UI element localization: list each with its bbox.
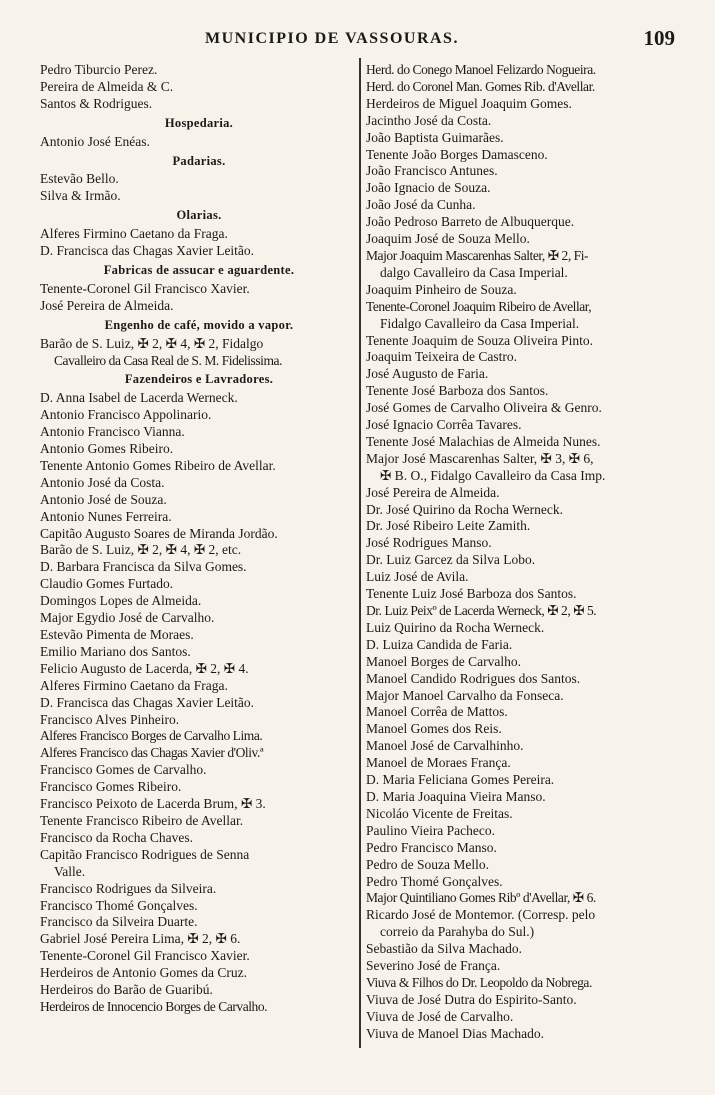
directory-entry: Francisco da Silveira Duarte. [40, 914, 198, 930]
directory-entry: Tenente-Coronel Joaquim Ribeiro de Avellar, [366, 298, 592, 314]
directory-entry: Major Manoel Carvalho da Fonseca. [366, 687, 564, 703]
directory-entry: João Baptista Guimarães. [366, 129, 504, 145]
directory-entry: Gabriel José Pereira Lima, ✠ 2, ✠ 6. [40, 931, 241, 947]
directory-entry: Tenente Antonio Gomes Ribeiro de Avellar. [40, 457, 276, 473]
directory-entry: José Ignacio Corrêa Tavares. [366, 417, 522, 433]
directory-entry: Antonio Francisco Appolinario. [40, 407, 212, 423]
directory-entry: Manoel Corrêa de Mattos. [366, 704, 508, 720]
directory-entry: Antonio José da Costa. [40, 474, 165, 490]
directory-entry: Herd. do Coronel Man. Gomes Rib. d'Avellar. [366, 78, 595, 94]
section-heading: Hospedaria. [164, 115, 234, 130]
directory-entry: Silva & Irmão. [40, 188, 121, 204]
directory-entry: Barão de S. Luiz, ✠ 2, ✠ 4, ✠ 2, etc. [40, 542, 242, 558]
directory-entry: José Augusto de Faria. [366, 366, 489, 382]
directory-entry: Estevão Pimenta de Moraes. [40, 627, 194, 642]
directory-entry: Manoel Gomes dos Reis. [366, 721, 502, 737]
directory-entry: Domingos Lopes de Almeida. [40, 593, 202, 609]
directory-entry: Francisco Rodrigues da Silveira. [40, 880, 217, 896]
section-heading: Olarias. [176, 208, 222, 223]
directory-entry: Alferes Firmino Caetano da Fraga. [40, 226, 228, 242]
directory-entry: Dr. Luiz Garcez da Silva Lobo. [366, 552, 536, 568]
directory-entry: Alferes Francisco Borges de Carvalho Lima. [40, 728, 263, 744]
directory-entry: Felicio Augusto de Lacerda, ✠ 2, ✠ 4. [40, 660, 249, 676]
column-divider [359, 58, 361, 1048]
directory-entry: Dr. José Ribeiro Leite Zamith. [366, 518, 531, 534]
entry-continuation: Fidalgo Cavalleiro da Casa Imperial. [380, 315, 580, 331]
directory-entry: Tenente João Borges Damasceno. [366, 146, 548, 162]
directory-entry: D. Barbara Francisca da Silva Gomes. [40, 559, 247, 575]
entry-continuation: correio da Parahyba do Sul.) [380, 924, 535, 940]
directory-entry: Tenente José Barboza dos Santos. [366, 383, 549, 399]
left-column [40, 62, 358, 1062]
directory-entry: Major José Mascarenhas Salter, ✠ 3, ✠ 6, [366, 450, 594, 466]
directory-entry: Herdeiros do Barão de Guaribú. [40, 982, 213, 998]
directory-entry: Severino José de França. [366, 958, 501, 974]
directory-entry: Emilio Mariano dos Santos. [40, 643, 191, 659]
directory-entry: Nicoláo Vicente de Freitas. [366, 805, 513, 821]
directory-entry: Dr. Luiz Peixº de Lacerda Werneck, ✠ 2, ✠ 5. [366, 603, 597, 618]
directory-entry: Estevão Bello. [40, 171, 119, 187]
directory-entry: Alferes Firmino Caetano da Fraga. [40, 677, 228, 693]
directory-entry: Herdeiros de Miguel Joaquim Gomes. [366, 95, 572, 111]
directory-entry: José Pereira de Almeida. [40, 297, 174, 313]
directory-entry: Santos & Rodrigues. [40, 95, 153, 111]
directory-entry: Pedro Francisco Manso. [366, 839, 497, 855]
directory-entry: Antonio José Enéas. [40, 133, 150, 149]
directory-entry: D. Luiza Candida de Faria. [366, 636, 513, 652]
directory-entry: Ricardo José de Montemor. (Corresp. pelo [366, 907, 596, 923]
directory-entry: Pedro de Souza Mello. [366, 856, 489, 872]
directory-entry: Manoel Borges de Carvalho. [366, 653, 521, 669]
directory-entry: Tenente José Malachias de Almeida Nunes. [366, 433, 601, 449]
right-column [366, 62, 684, 1062]
directory-entry: Francisco Thomé Gonçalves. [40, 897, 198, 913]
directory-entry: Major Joaquim Mascarenhas Salter, ✠ 2, Fi- [366, 247, 589, 263]
directory-entry: Luiz José de Avila. [366, 569, 469, 585]
directory-entry: Antonio Francisco Vianna. [40, 424, 185, 440]
section-heading: Engenho de café, movido a vapor. [104, 317, 294, 332]
directory-entry: Paulino Vieira Pacheco. [366, 822, 496, 838]
directory-entry: Francisco Peixoto de Lacerda Brum, ✠ 3. [40, 796, 266, 812]
directory-entry: Tenente Francisco Ribeiro de Avellar. [40, 812, 244, 828]
directory-entry: João Pedroso Barreto de Albuquerque. [366, 214, 575, 230]
directory-entry: Capitão Augusto Soares de Miranda Jordão. [40, 525, 278, 541]
directory-entry: Viuva de José Dutra do Espirito-Santo. [366, 991, 577, 1007]
directory-entry: João Ignacio de Souza. [366, 180, 491, 196]
directory-entry: Herd. do Conego Manoel Felizardo Nogueira. [366, 62, 596, 77]
directory-entry: Joaquim Pinheiro de Souza. [366, 281, 517, 297]
directory-entry: José Gomes de Carvalho Oliveira & Genro. [366, 400, 602, 416]
directory-entry: Antonio Nunes Ferreira. [40, 508, 172, 524]
directory-entry: Joaquim Teixeira de Castro. [366, 349, 518, 365]
directory-entry: Sebastião da Silva Machado. [366, 941, 522, 957]
directory-entry: Herdeiros de Antonio Gomes da Cruz. [40, 965, 247, 981]
directory-entry: João Francisco Antunes. [366, 163, 498, 179]
directory-entry: Francisco da Rocha Chaves. [40, 829, 193, 845]
directory-entry: Francisco Alves Pinheiro. [40, 711, 180, 727]
section-heading: Fazendeiros e Lavradores. [124, 372, 274, 387]
section-heading: Fabricas de assucar e aguardente. [103, 262, 295, 277]
directory-entry: Dr. José Quirino da Rocha Werneck. [366, 501, 563, 517]
directory-entry: Tenente-Coronel Gil Francisco Xavier. [40, 280, 250, 296]
directory-entry: Tenente-Coronel Gil Francisco Xavier. [40, 948, 250, 964]
directory-entry: Viuva de Manoel Dias Machado. [366, 1025, 545, 1041]
section-heading: Padarias. [172, 153, 226, 168]
directory-entry: Tenente Luiz José Barboza dos Santos. [366, 586, 577, 602]
directory-entry: Capitão Francisco Rodrigues de Senna [40, 846, 250, 862]
directory-entry: Manoel de Moraes França. [366, 755, 511, 771]
directory-entry: Manoel Candido Rodrigues dos Santos. [366, 670, 581, 686]
directory-entry: D. Maria Feliciana Gomes Pereira. [366, 772, 555, 788]
directory-entry: Viuva & Filhos do Dr. Leopoldo da Nobrega. [366, 974, 592, 990]
directory-entry: José Pereira de Almeida. [366, 484, 500, 500]
page-number: 109 [643, 26, 675, 50]
directory-entry: João José da Cunha. [366, 197, 476, 213]
entry-continuation: ✠ B. O., Fidalgo Cavalleiro da Casa Imp. [380, 467, 606, 483]
directory-entry: D. Francisca das Chagas Xavier Leitão. [40, 243, 255, 259]
directory-entry: Francisco Gomes Ribeiro. [40, 779, 182, 795]
directory-entry: Pedro Tiburcio Perez. [40, 62, 158, 77]
directory-entry: D. Anna Isabel de Lacerda Werneck. [40, 390, 238, 406]
directory-entry: Antonio Gomes Ribeiro. [40, 441, 174, 457]
entry-continuation: dalgo Cavalleiro da Casa Imperial. [380, 264, 568, 280]
directory-entry: Claudio Gomes Furtado. [40, 576, 174, 592]
directory-entry: José Rodrigues Manso. [366, 535, 492, 551]
directory-entry: Antonio José de Souza. [40, 491, 167, 507]
directory-entry: Pereira de Almeida & C. [40, 78, 174, 94]
directory-entry: Major Quintiliano Gomes Ribº d'Avellar, ✠ 6. [366, 890, 596, 906]
directory-entry: Tenente Joaquim de Souza Oliveira Pinto. [366, 332, 594, 348]
page-header [0, 26, 715, 56]
directory-entry: Herdeiros de Innocencio Borges de Carvalho. [40, 998, 268, 1014]
directory-entry: Luiz Quirino da Rocha Werneck. [366, 619, 545, 635]
entry-continuation: Valle. [54, 863, 86, 879]
directory-entry: Major Egydio José de Carvalho. [40, 610, 215, 626]
directory-entry: Jacintho José da Costa. [366, 112, 492, 128]
directory-entry: D. Francisca das Chagas Xavier Leitão. [40, 694, 255, 710]
entry-continuation: Cavalleiro da Casa Real de S. M. Fidelissima. [54, 352, 282, 368]
running-title: MUNICIPIO DE VASSOURAS. [205, 30, 459, 47]
directory-entry: Viuva de José de Carvalho. [366, 1008, 514, 1024]
directory-entry: Barão de S. Luiz, ✠ 2, ✠ 4, ✠ 2, Fidalgo [40, 335, 264, 351]
directory-entry: D. Maria Joaquina Vieira Manso. [366, 788, 546, 804]
directory-entry: Joaquim José de Souza Mello. [366, 231, 530, 247]
directory-entry: Alferes Francisco das Chagas Xavier d'Oliv.ª [40, 745, 264, 761]
directory-entry: Pedro Thomé Gonçalves. [366, 873, 503, 889]
directory-entry: Manoel José de Carvalhinho. [366, 738, 524, 754]
directory-entry: Francisco Gomes de Carvalho. [40, 762, 207, 778]
